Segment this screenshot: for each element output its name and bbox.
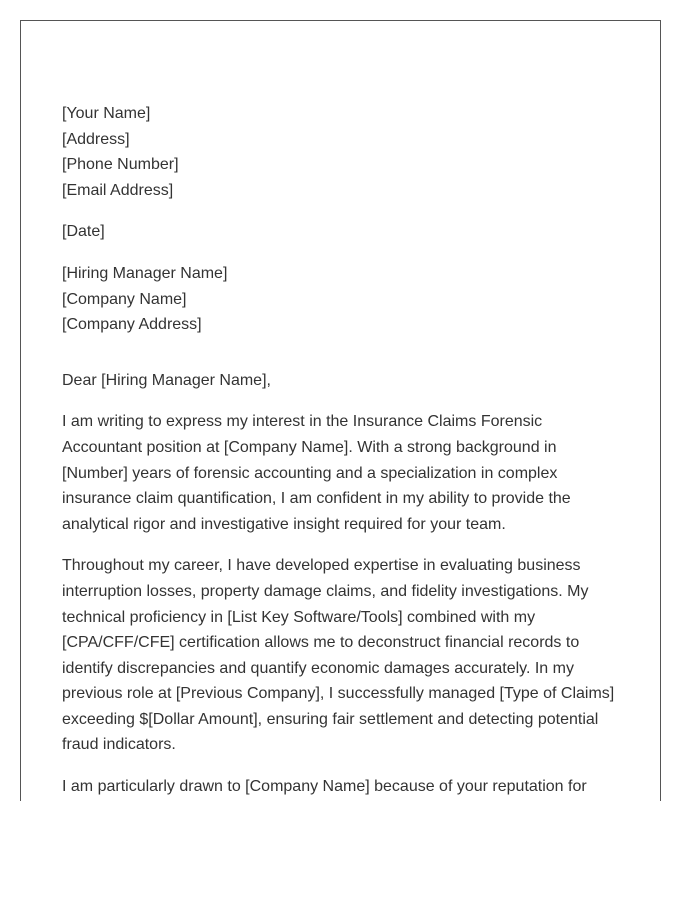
sender-name: [Your Name] [62, 105, 151, 122]
paragraph-1 [62, 409, 622, 537]
recipient-manager: [Hiring Manager Name] [62, 264, 228, 282]
recipient-block [62, 261, 622, 338]
sender-address: [Address] [62, 130, 130, 148]
recipient-company: [Company Name] [62, 290, 187, 308]
paragraph-2 [62, 553, 622, 758]
letter-page [20, 20, 661, 801]
paragraph-line: identify discrepancies and quantify economic damages accurately. In my [62, 659, 574, 677]
letter-content [62, 101, 622, 801]
recipient-address: [Company Address] [62, 316, 202, 334]
paragraph-line: I am writing to express my interest in the Insurance Claims Forensic [62, 413, 543, 431]
paragraph-line: previous role at [Previous Company], I successfully managed [Type of Claims] [62, 685, 615, 703]
paragraph-line: interruption losses, property damage claims, and fidelity investigations. My [62, 582, 589, 600]
paragraph-3 [62, 774, 622, 800]
salutation-text: Dear [Hiring Manager Name], [62, 371, 271, 389]
letter-date: [Date] [62, 223, 105, 241]
paragraph-line: Throughout my career, I have developed expertise in evaluating business [62, 557, 581, 575]
sender-block [62, 101, 622, 203]
paragraph-line: [Number] years of forensic accounting and a specialization in complex [62, 464, 558, 482]
paragraph-line: I am particularly drawn to [Company Name] because of your reputation for [62, 778, 587, 796]
paragraph-line: Accountant position at [Company Name]. With a strong background in [62, 438, 557, 456]
salutation [62, 368, 622, 394]
paragraph-line: [CPA/CFF/CFE] certification allows me to deconstruct financial records to [62, 634, 580, 652]
paragraph-line: insurance claim quantification, I am confident in my ability to provide the [62, 490, 571, 508]
paragraph-line: technical proficiency in [List Key Software/Tools] combined with my [62, 608, 536, 626]
paragraph-line: exceeding $[Dollar Amount], ensuring fair settlement and detecting potential [62, 710, 599, 728]
date-block [62, 219, 622, 245]
sender-phone: [Phone Number] [62, 156, 179, 174]
paragraph-line: analytical rigor and investigative insight required for your team. [62, 515, 506, 533]
sender-email: [Email Address] [62, 181, 174, 199]
paragraph-line: fraud indicators. [62, 736, 176, 754]
